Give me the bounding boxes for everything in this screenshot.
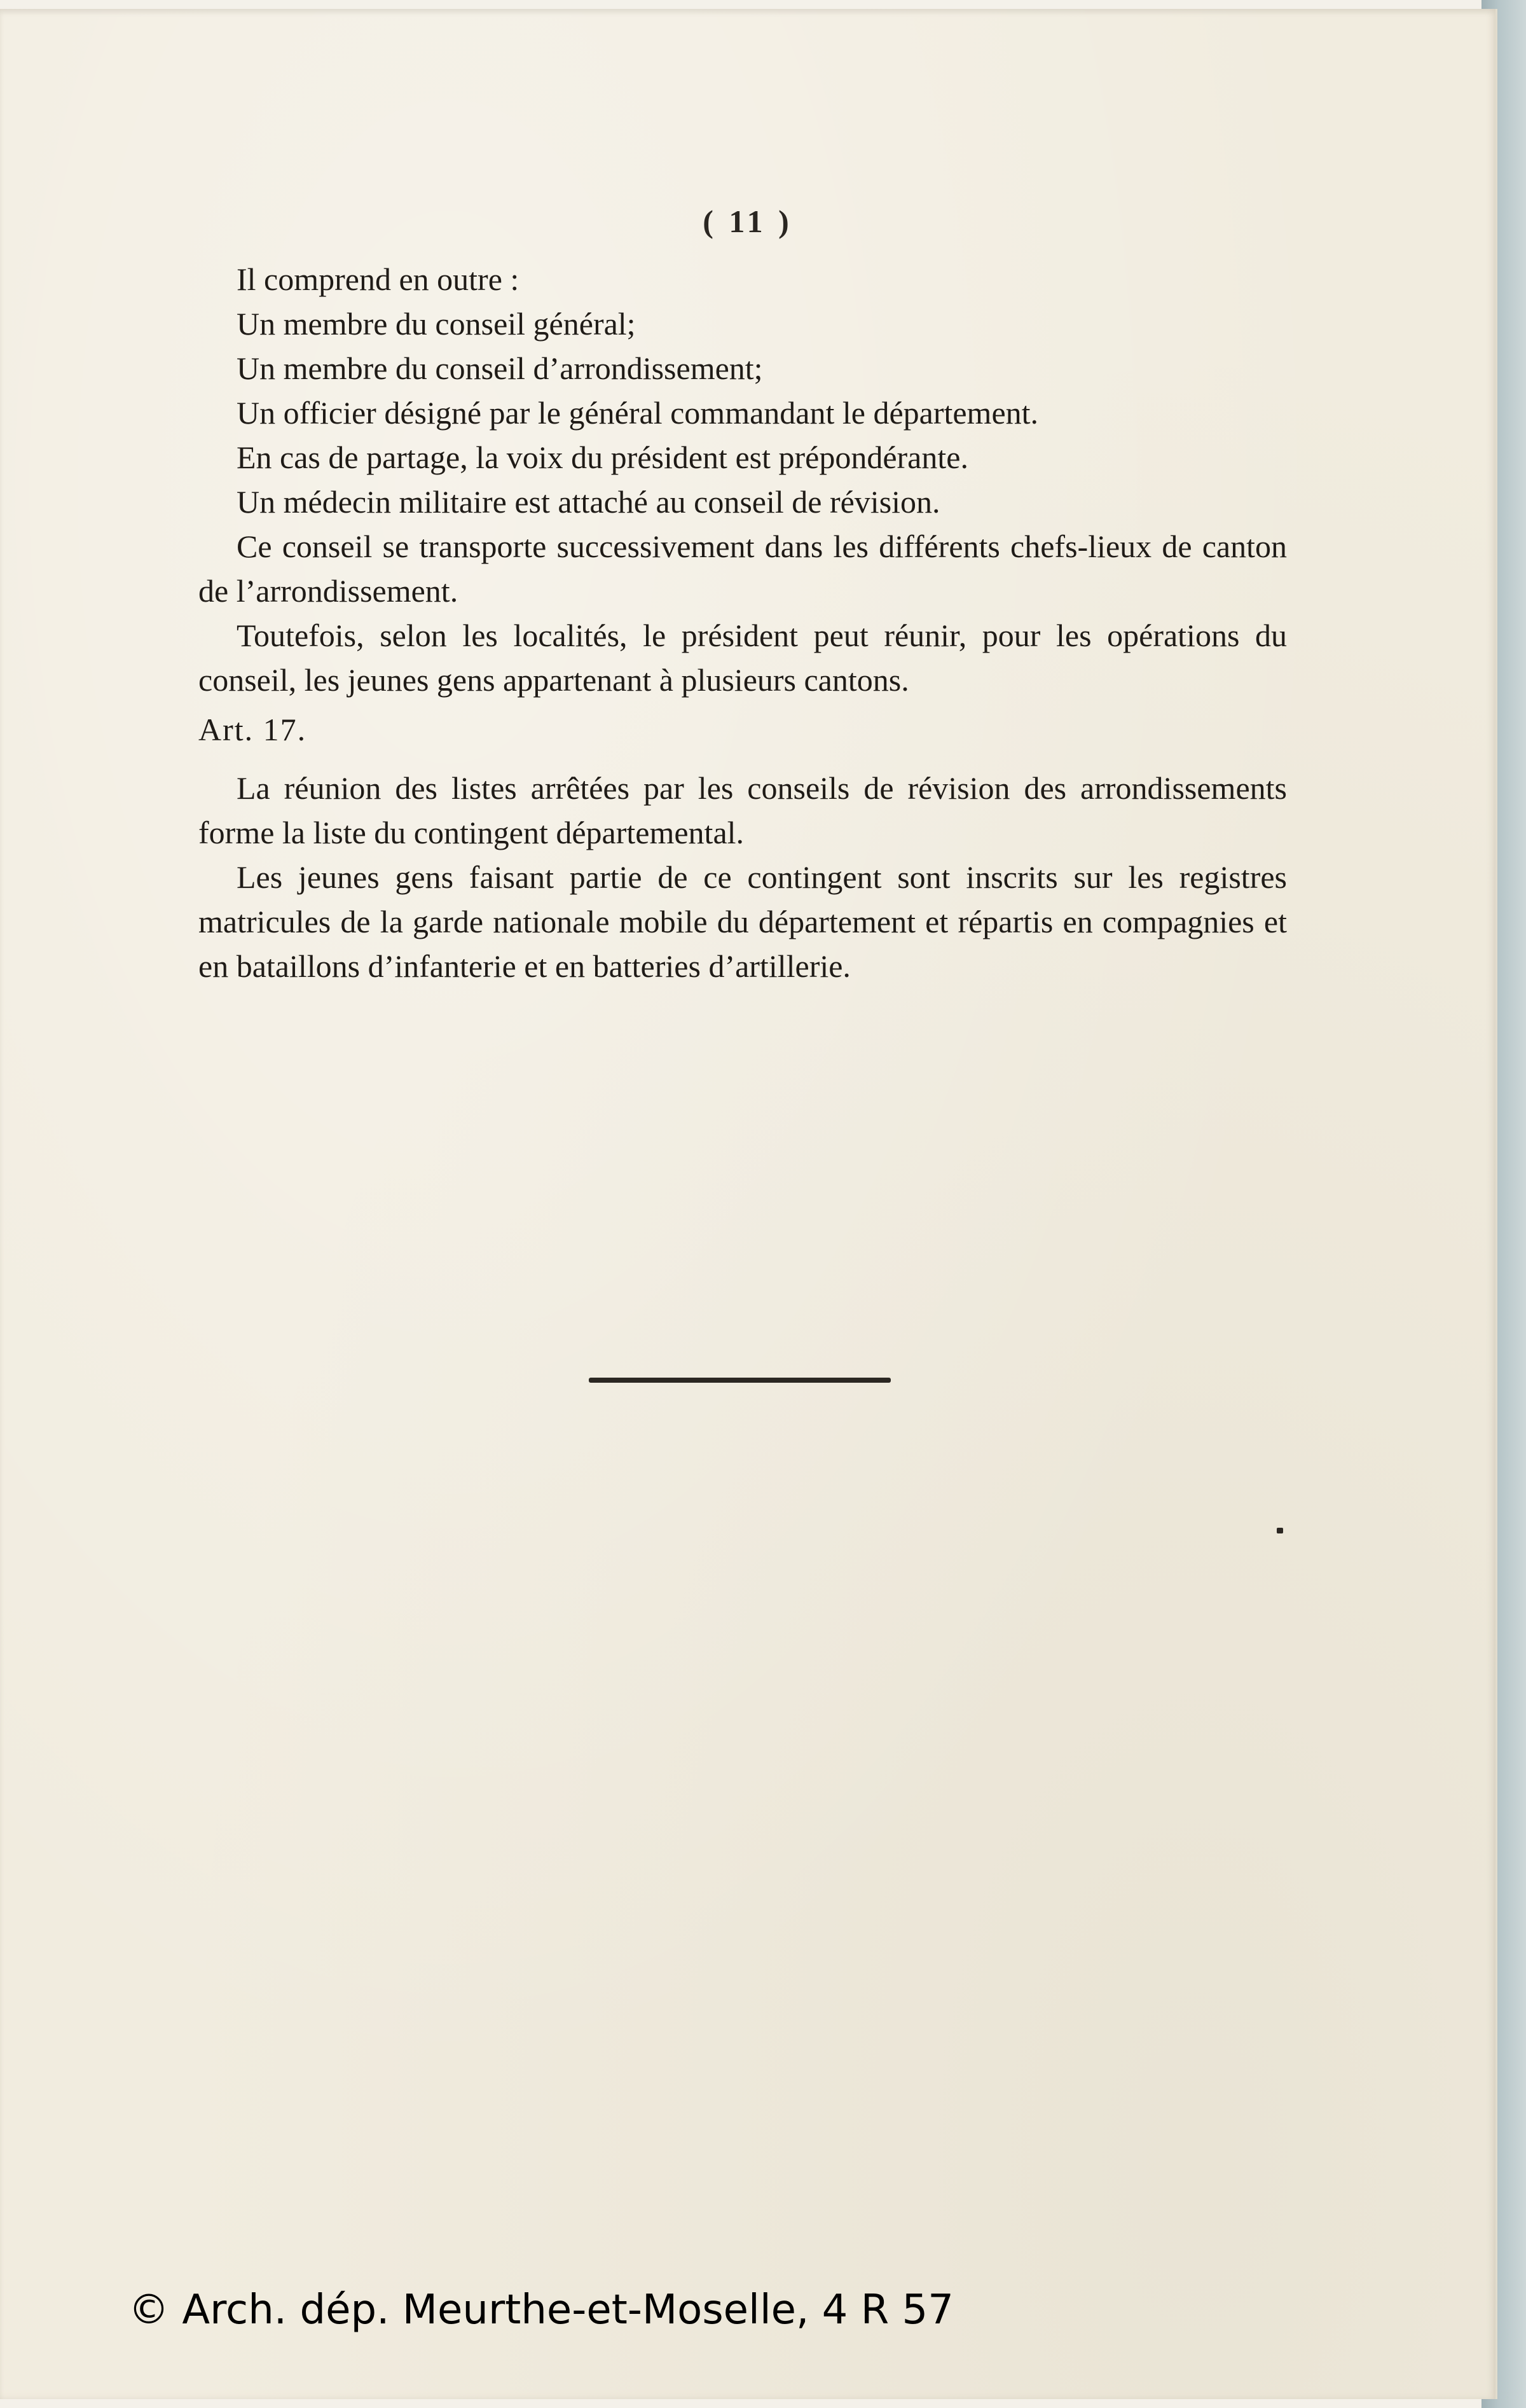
- line-officier: Un officier désigné par le général commandant le département.: [237, 395, 1039, 431]
- ink-speck: [1277, 1528, 1283, 1533]
- paragraph-jeunes-gens: Les jeunes gens faisant partie de ce contingent sont inscrits sur les registres matricules de la garde nationale mobile du département et répartis en compagnies et en bataillons d’infanterie et en batteries d’artillerie.: [198, 859, 1287, 984]
- line-conseil-arrondissement: Un membre du conseil d’arrondissement;: [237, 350, 763, 386]
- page-number: ( 11 ): [703, 204, 793, 239]
- closing-rule: [589, 1378, 891, 1383]
- body-text: [198, 257, 1287, 988]
- paragraph-toutefois: Toutefois, selon les localités, le président peut réunir, pour les opérations du conseil, les jeunes gens appartenant à plusieurs cantons.: [198, 618, 1287, 698]
- document-page: [0, 9, 1497, 2399]
- line-conseil-general: Un membre du conseil général;: [237, 306, 636, 342]
- article-heading: Art. 17.: [198, 712, 307, 747]
- copyright-notice: © Arch. dép. Meurthe-et-Moselle, 4 R 57: [128, 2287, 954, 2334]
- line-comprend: Il comprend en outre :: [237, 261, 519, 297]
- paragraph-reunion: La réunion des listes arrêtées par les conseils de révision des arrondissements forme la liste du contingent départemental.: [198, 770, 1287, 850]
- line-partage: En cas de partage, la voix du président est prépondérante.: [237, 439, 968, 475]
- paragraph-transport: Ce conseil se transporte successivement dans les différents chefs-lieux de canton de l’arrondissement.: [198, 529, 1287, 609]
- line-medecin: Un médecin militaire est attaché au conseil de révision.: [237, 484, 940, 520]
